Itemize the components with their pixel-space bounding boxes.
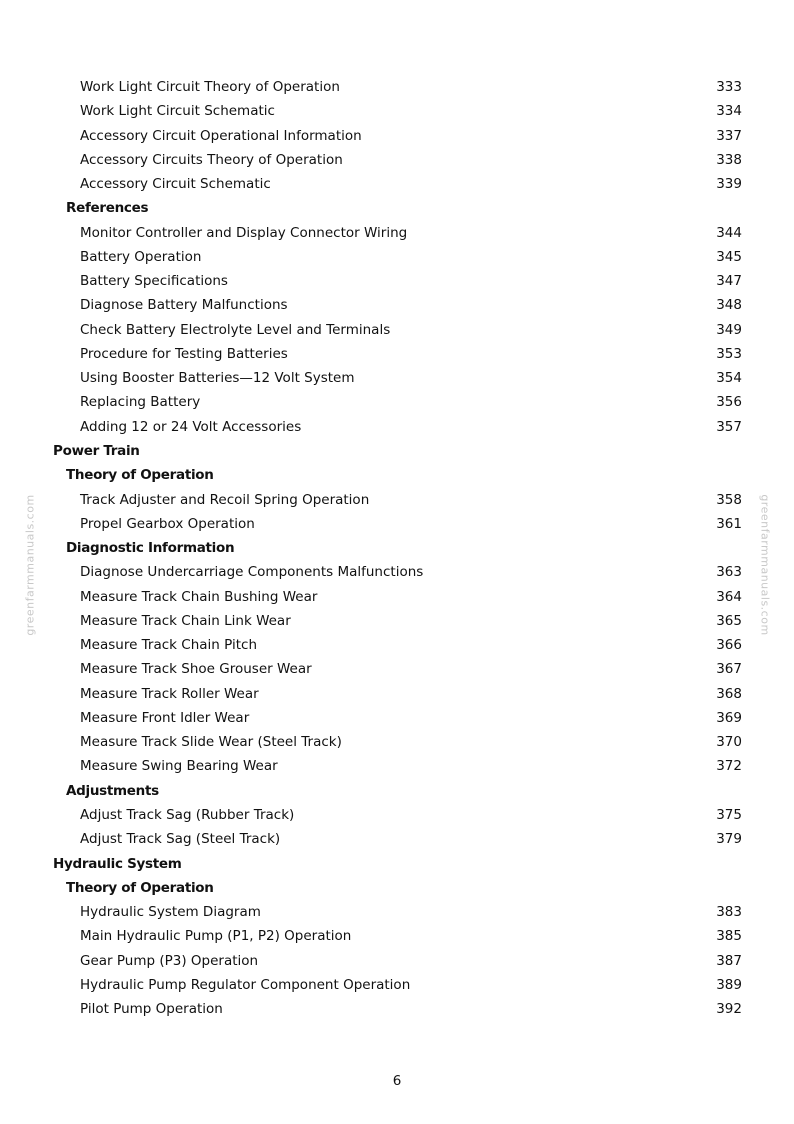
- toc-entry-page-number: 344: [716, 224, 742, 241]
- toc-entry-title: Adjust Track Sag (Rubber Track): [80, 806, 295, 823]
- toc-entry-title: Theory of Operation: [66, 467, 214, 484]
- toc-entry-title: Diagnose Undercarriage Components Malfunctions: [80, 564, 424, 581]
- toc-entry-title: Hydraulic System Diagram: [80, 904, 261, 921]
- toc-entry-page-number: 334: [716, 103, 742, 120]
- toc-entry-title: Battery Operation: [80, 248, 202, 265]
- toc-entry-page-number: 357: [716, 418, 742, 435]
- toc-entry-title: Hydraulic Pump Regulator Component Operation: [80, 976, 411, 993]
- toc-entry-title: Work Light Circuit Schematic: [80, 103, 275, 120]
- toc-entry: [0, 827, 794, 851]
- toc-entry-page-number: 385: [716, 928, 742, 945]
- toc-entry: [0, 585, 794, 609]
- table-of-contents: [0, 75, 794, 1021]
- toc-entry: [0, 754, 794, 778]
- toc-entry-page-number: 361: [716, 515, 742, 532]
- toc-entry-title: Measure Track Slide Wear (Steel Track): [80, 734, 342, 751]
- toc-entry-title: Propel Gearbox Operation: [80, 515, 255, 532]
- toc-entry-title: Using Booster Batteries—12 Volt System: [80, 370, 355, 387]
- toc-entry-title: Track Adjuster and Recoil Spring Operation: [80, 491, 370, 508]
- toc-entry: [0, 293, 794, 317]
- toc-entry: [0, 657, 794, 681]
- toc-entry-page-number: 339: [716, 176, 742, 193]
- toc-entry-title: Hydraulic System: [53, 855, 182, 872]
- toc-entry: [0, 706, 794, 730]
- page-number: 6: [392, 1073, 402, 1089]
- toc-entry-page-number: 356: [716, 394, 742, 411]
- toc-entry: [0, 342, 794, 366]
- toc-entry-title: Measure Track Roller Wear: [80, 685, 259, 702]
- toc-section-heading: [0, 439, 794, 463]
- toc-entry-title: Main Hydraulic Pump (P1, P2) Operation: [80, 928, 352, 945]
- toc-entry-title: Diagnostic Information: [66, 540, 235, 557]
- toc-subsection-heading: [0, 779, 794, 803]
- toc-entry-page-number: 387: [716, 952, 742, 969]
- toc-entry: [0, 682, 794, 706]
- toc-entry-title: Work Light Circuit Theory of Operation: [80, 79, 340, 95]
- watermark-left: greenfarmmanuals.com: [23, 494, 37, 636]
- toc-entry-page-number: 353: [716, 345, 742, 362]
- toc-entry: [0, 318, 794, 342]
- toc-entry-page-number: 366: [716, 637, 742, 654]
- toc-entry-title: Battery Specifications: [80, 273, 228, 290]
- toc-subsection-heading: [0, 463, 794, 487]
- toc-entry: [0, 488, 794, 512]
- toc-entry: [0, 512, 794, 536]
- toc-entry-page-number: 358: [716, 491, 742, 508]
- toc-entry-page-number: 367: [716, 661, 742, 678]
- toc-entry-title: Adjustments: [66, 782, 159, 799]
- toc-entry-page-number: 364: [716, 588, 742, 605]
- toc-entry-page-number: 392: [716, 1001, 742, 1018]
- toc-entry-title: References: [66, 200, 149, 217]
- toc-entry-title: Accessory Circuit Operational Information: [80, 127, 362, 144]
- toc-entry: [0, 148, 794, 172]
- toc-entry-page-number: 379: [716, 831, 742, 848]
- toc-entry-page-number: 372: [716, 758, 742, 775]
- toc-entry: [0, 997, 794, 1021]
- toc-entry: [0, 949, 794, 973]
- toc-entry: [0, 803, 794, 827]
- toc-entry-page-number: 333: [716, 79, 742, 95]
- toc-entry-title: Measure Swing Bearing Wear: [80, 758, 278, 775]
- toc-entry: [0, 221, 794, 245]
- toc-entry-title: Check Battery Electrolyte Level and Terminals: [80, 321, 391, 338]
- toc-entry: [0, 633, 794, 657]
- toc-entry-page-number: 369: [716, 709, 742, 726]
- toc-entry-page-number: 348: [716, 297, 742, 314]
- toc-section-heading: [0, 852, 794, 876]
- toc-entry-title: Monitor Controller and Display Connector Wiring: [80, 224, 408, 241]
- toc-entry: [0, 924, 794, 948]
- toc-entry-title: Adding 12 or 24 Volt Accessories: [80, 418, 302, 435]
- toc-subsection-heading: [0, 536, 794, 560]
- toc-entry-page-number: 370: [716, 734, 742, 751]
- toc-entry-page-number: 375: [716, 806, 742, 823]
- toc-entry-title: Measure Track Chain Bushing Wear: [80, 588, 318, 605]
- toc-entry-title: Accessory Circuit Schematic: [80, 176, 271, 193]
- toc-entry: [0, 390, 794, 414]
- toc-entry-page-number: 337: [716, 127, 742, 144]
- toc-entry: [0, 269, 794, 293]
- toc-entry-page-number: 354: [716, 370, 742, 387]
- toc-entry-page-number: 389: [716, 976, 742, 993]
- toc-entry-page-number: 349: [716, 321, 742, 338]
- toc-entry: [0, 99, 794, 123]
- toc-entry-page-number: 365: [716, 612, 742, 629]
- toc-entry: [0, 124, 794, 148]
- toc-entry-title: Gear Pump (P3) Operation: [80, 952, 259, 969]
- toc-entry-title: Measure Front Idler Wear: [80, 709, 250, 726]
- toc-entry-title: Power Train: [53, 442, 140, 459]
- toc-entry: [0, 609, 794, 633]
- toc-entry: [0, 75, 794, 99]
- toc-entry-title: Accessory Circuits Theory of Operation: [80, 151, 343, 168]
- toc-subsection-heading: [0, 196, 794, 220]
- toc-entry-title: Pilot Pump Operation: [80, 1001, 223, 1018]
- toc-subsection-heading: [0, 876, 794, 900]
- toc-entry-title: Theory of Operation: [66, 879, 214, 896]
- toc-entry-title: Measure Track Shoe Grouser Wear: [80, 661, 312, 678]
- toc-entry: [0, 973, 794, 997]
- toc-entry: [0, 366, 794, 390]
- toc-entry: [0, 730, 794, 754]
- toc-entry-title: Procedure for Testing Batteries: [80, 345, 288, 362]
- toc-entry-page-number: 347: [716, 273, 742, 290]
- toc-entry-title: Adjust Track Sag (Steel Track): [80, 831, 281, 848]
- toc-entry: [0, 245, 794, 269]
- watermark-right: greenfarmmanuals.com: [758, 494, 772, 636]
- toc-entry-title: Measure Track Chain Pitch: [80, 637, 258, 654]
- toc-entry-page-number: 363: [716, 564, 742, 581]
- toc-entry-title: Measure Track Chain Link Wear: [80, 612, 291, 629]
- toc-entry-page-number: 345: [716, 248, 742, 265]
- toc-entry: [0, 900, 794, 924]
- toc-entry-page-number: 383: [716, 904, 742, 921]
- toc-entry: [0, 172, 794, 196]
- toc-entry: [0, 560, 794, 584]
- toc-entry-page-number: 338: [716, 151, 742, 168]
- toc-entry: [0, 415, 794, 439]
- toc-entry-page-number: 368: [716, 685, 742, 702]
- toc-entry-title: Replacing Battery: [80, 394, 201, 411]
- toc-entry-title: Diagnose Battery Malfunctions: [80, 297, 288, 314]
